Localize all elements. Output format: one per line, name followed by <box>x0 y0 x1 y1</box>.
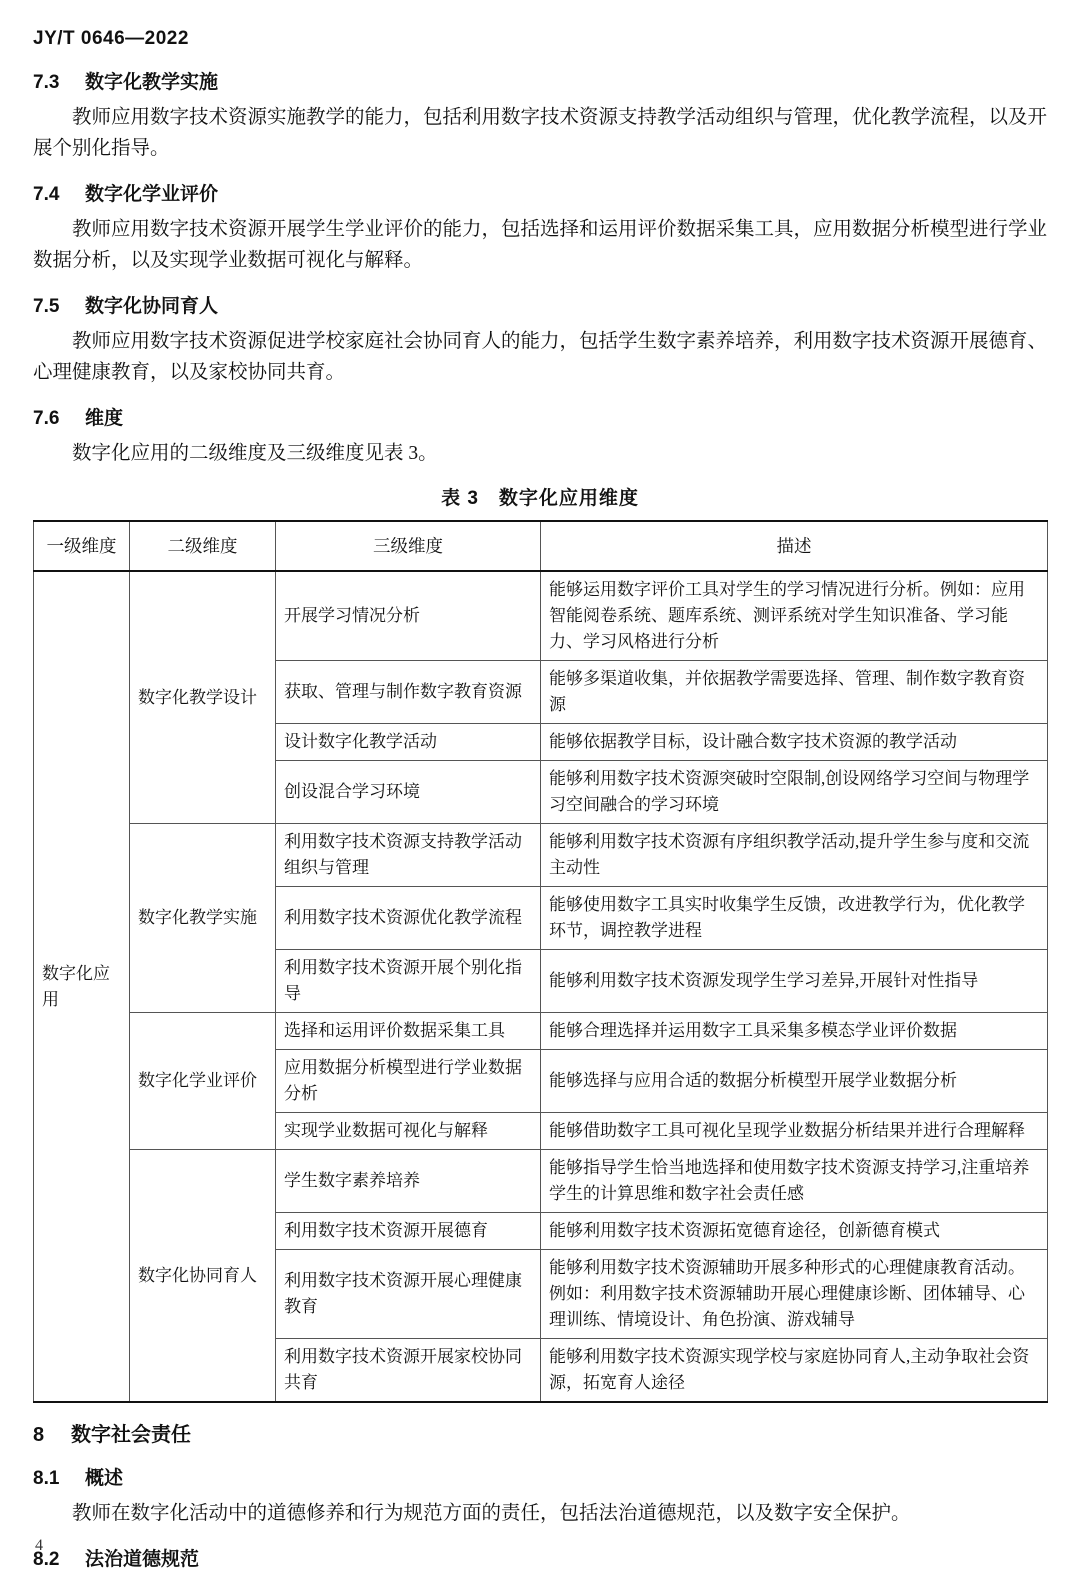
cell-description: 能够利用数字技术资源发现学生学习差异,开展针对性指导 <box>541 950 1048 1013</box>
clause-title: 数字社会责任 <box>71 1424 191 1446</box>
clause-title: 数字化学业评价 <box>85 184 219 205</box>
cell-level3: 创设混合学习环境 <box>276 761 541 824</box>
table-header-row <box>34 521 1048 571</box>
spacer <box>33 1455 1047 1464</box>
cell-level3: 设计数字化教学活动 <box>276 724 541 761</box>
cell-description: 能够借助数字工具可视化呈现学业数据分析结果并进行合理解释 <box>541 1113 1048 1150</box>
cell-level2: 数字化学业评价 <box>130 1013 276 1150</box>
spacer <box>33 1536 1047 1545</box>
standard-code-header: JY/T 0646—2022 <box>33 28 189 49</box>
clause-title: 数字化协同育人 <box>85 296 219 317</box>
cell-description: 能够多渠道收集，并依据教学需要选择、管理、制作数字教育资源 <box>541 661 1048 724</box>
clause-heading-7-3 <box>33 68 1047 98</box>
spacer <box>33 1403 1047 1419</box>
clause-number: 7.6 <box>33 408 60 429</box>
clause-body-7-3: 教师应用数字技术资源实施教学的能力，包括利用数字技术资源支持教学活动组织与管理，优化教学流程，以及开展个别化指导。 <box>33 107 1048 159</box>
clause-body-8-1: 教师在数字化活动中的道德修养和行为规范方面的责任，包括法治道德规范，以及数字安全保护。 <box>72 1503 911 1524</box>
cell-description: 能够利用数字技术资源有序组织教学活动,提升学生参与度和交流主动性 <box>541 824 1048 887</box>
page-number: 4 <box>35 1537 43 1554</box>
table-caption: 表 3 数字化应用维度 <box>441 488 639 509</box>
clause-body-7-6: 数字化应用的二级维度及三级维度见表 3。 <box>72 443 438 464</box>
clause-title: 法治道德规范 <box>85 1549 200 1570</box>
clause-number: 8.2 <box>33 1549 60 1570</box>
clause-number: 8.1 <box>33 1468 60 1489</box>
digital-application-dimension-table <box>33 520 1048 1403</box>
cell-level3: 利用数字技术资源开展家校协同共育 <box>276 1339 541 1403</box>
cell-level2: 数字化教学设计 <box>130 571 276 824</box>
cell-description: 能够选择与应用合适的数据分析模型开展学业数据分析 <box>541 1050 1048 1113</box>
page-content <box>33 68 1047 1579</box>
clause-heading-8-1 <box>33 1464 1047 1494</box>
column-header-description: 描述 <box>541 521 1048 571</box>
clause-title: 数字化教学实施 <box>85 72 219 93</box>
cell-level3: 利用数字技术资源支持教学活动组织与管理 <box>276 824 541 887</box>
cell-level3: 开展学习情况分析 <box>276 571 541 661</box>
cell-level1: 数字化应用 <box>34 571 130 1402</box>
clause-title: 维度 <box>85 408 124 429</box>
spacer <box>33 395 1047 404</box>
cell-level3: 利用数字技术资源开展心理健康教育 <box>276 1250 541 1339</box>
clause-number: 7.4 <box>33 184 60 205</box>
table-row <box>34 571 1048 661</box>
cell-level3: 利用数字技术资源开展德育 <box>276 1213 541 1250</box>
cell-description: 能够利用数字技术资源辅助开展多种形式的心理健康教育活动。例如：利用数字技术资源辅助开展心理健康诊断、团体辅导、心理训练、情境设计、角色扮演、游戏辅导 <box>541 1250 1048 1339</box>
cell-level3: 选择和运用评价数据采集工具 <box>276 1013 541 1050</box>
cell-description: 能够合理选择并运用数字工具采集多模态学业评价数据 <box>541 1013 1048 1050</box>
cell-level3: 获取、管理与制作数字教育资源 <box>276 661 541 724</box>
clause-heading-7-5 <box>33 292 1047 322</box>
spacer <box>33 171 1047 180</box>
spacer <box>33 283 1047 292</box>
clause-number: 7.3 <box>33 72 60 93</box>
table-row <box>34 1150 1048 1213</box>
column-header-level3: 三级维度 <box>276 521 541 571</box>
clause-body-7-4: 教师应用数字技术资源开展学生学业评价的能力，包括选择和运用评价数据采集工具，应用数据分析模型进行学业数据分析，以及实现学业数据可视化与解释。 <box>33 219 1048 271</box>
cell-description: 能够指导学生恰当地选择和使用数字技术资源支持学习,注重培养学生的计算思维和数字社会责任感 <box>541 1150 1048 1213</box>
cell-description: 能够利用数字技术资源实现学校与家庭协同育人,主动争取社会资源，拓宽育人途径 <box>541 1339 1048 1403</box>
table-body <box>34 571 1048 1402</box>
cell-level2: 数字化协同育人 <box>130 1150 276 1403</box>
cell-description: 能够使用数字工具实时收集学生反馈，改进教学行为，优化教学环节，调控教学进程 <box>541 887 1048 950</box>
clause-heading-8-2 <box>33 1545 1047 1575</box>
clause-heading-7-6 <box>33 404 1047 434</box>
cell-level3: 应用数据分析模型进行学业数据分析 <box>276 1050 541 1113</box>
clause-heading-8 <box>33 1419 1047 1451</box>
clause-number: 8 <box>33 1424 45 1446</box>
column-header-level1: 一级维度 <box>34 521 130 571</box>
cell-description: 能够依据教学目标，设计融合数字技术资源的教学活动 <box>541 724 1048 761</box>
cell-description: 能够利用数字技术资源突破时空限制,创设网络学习空间与物理学习空间融合的学习环境 <box>541 761 1048 824</box>
cell-level3: 利用数字技术资源优化教学流程 <box>276 887 541 950</box>
clause-number: 7.5 <box>33 296 60 317</box>
clause-title: 概述 <box>85 1468 124 1489</box>
cell-description: 能够利用数字技术资源拓宽德育途径，创新德育模式 <box>541 1213 1048 1250</box>
clause-heading-7-4 <box>33 180 1047 210</box>
cell-level3: 学生数字素养培养 <box>276 1150 541 1213</box>
column-header-level2: 二级维度 <box>130 521 276 571</box>
cell-level3: 利用数字技术资源开展个别化指导 <box>276 950 541 1013</box>
table-row <box>34 1013 1048 1050</box>
cell-description: 能够运用数字评价工具对学生的学习情况进行分析。例如：应用智能阅卷系统、题库系统、测评系统对学生知识准备、学习能力、学习风格进行分析 <box>541 571 1048 661</box>
clause-body-7-5: 教师应用数字技术资源促进学校家庭社会协同育人的能力，包括学生数字素养培养，利用数字技术资源开展德育、心理健康教育，以及家校协同共育。 <box>33 331 1048 383</box>
cell-level3: 实现学业数据可视化与解释 <box>276 1113 541 1150</box>
table-row <box>34 824 1048 887</box>
cell-level2: 数字化教学实施 <box>130 824 276 1013</box>
